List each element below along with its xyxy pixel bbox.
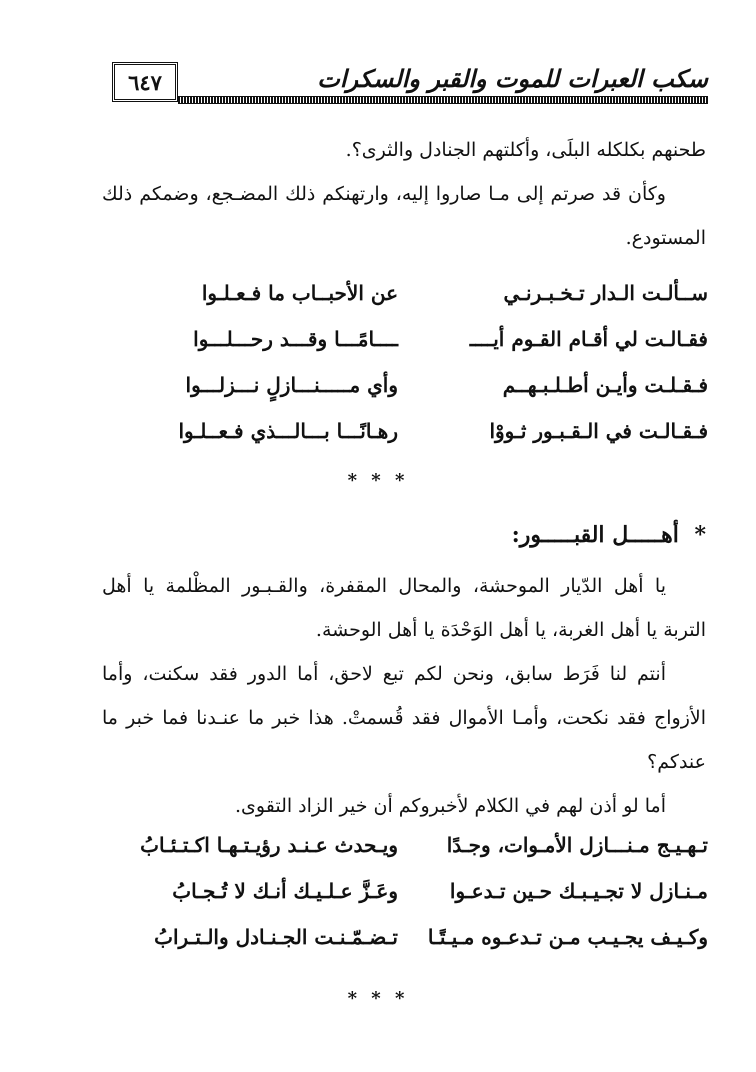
- verse-second-hemistich: وعَـزَّ عـلـيـك أنـك لا تُـجـابُ: [172, 879, 398, 903]
- page-number-box: [112, 62, 178, 102]
- poem-1: [108, 270, 708, 454]
- verse-line: [108, 316, 708, 362]
- section-heading: [512, 522, 706, 548]
- verse-line: [108, 822, 708, 868]
- prose-block-2: [102, 564, 706, 828]
- verse-second-hemistich: رهـانًـــا بـــالـــذي فـعــلـوا: [178, 419, 398, 443]
- prose-block-1: [102, 128, 706, 260]
- verse-second-hemistich: عن الأحبــاب ما فـعـلـوا: [201, 281, 398, 305]
- paragraph: أما لو أذن لهم في الكلام لأخبروكم أن خير الزاد التقوى.: [235, 795, 666, 817]
- book-title: سكب العبرات للموت والقبر والسكرات: [317, 64, 708, 93]
- verse-line: [108, 868, 708, 914]
- verse-first-hemistich: فقـالـت لي أقـام القـوم أيــــ: [469, 327, 708, 351]
- verse-line: [108, 362, 708, 408]
- poem-2: [108, 822, 708, 960]
- verse-first-hemistich: وكـيـف يجـيـب مـن تـدعـوه مـيـتًـا: [427, 925, 708, 949]
- verse-second-hemistich: ــــامًـــا وقـــد رحـــلـــوا: [193, 327, 398, 351]
- section-separator: * * *: [347, 988, 409, 1009]
- paragraph: يا أهل الدّيار الموحشة، والمحال المقفرة، والقـبـور المظْلمة يا أهل التربة يا أهل الغربة، يا أهل الوَحْدَة يا أهل الوحشة.: [102, 575, 706, 641]
- paragraph: أنتم لنا فَرَط سابق، ونحن لكم تبع لاحق، أما الدور فقد سكنت، وأما الأزواج فقد نكحت، وأمـا الأموال فقد قُسمتْ. هذا خبر ما عنـدنا فما خبر ما عندكم؟: [102, 663, 706, 773]
- verse-second-hemistich: ويـحدث عـنـد رؤيـتـهـا اكـتـئـابُ: [140, 833, 398, 857]
- verse-first-hemistich: تـهـيـج مـنـــازل الأمـوات، وجـدًا: [446, 833, 708, 857]
- verse-second-hemistich: تـضـمّـنـت الجـنـادل والـتـرابُ: [154, 925, 398, 949]
- section-heading-text: أهـــــل القبـــــور:: [511, 522, 679, 548]
- verse-line: [108, 914, 708, 960]
- page-header: [112, 62, 708, 108]
- section-separator: * * *: [347, 470, 409, 491]
- page-number: ٦٤٧: [128, 69, 162, 95]
- verse-first-hemistich: فـقـلـت وأيـن أطـلـبـهــم: [502, 373, 708, 397]
- verse-second-hemistich: وأي مـــــنـــازلٍ نـــزلـــوا: [185, 373, 398, 397]
- verse-first-hemistich: ســألـت الـدار تـخـبـرنـي: [503, 281, 708, 305]
- verse-first-hemistich: مـنـازل لا تجـيـبـك حـين تـدعـوا: [449, 879, 708, 903]
- heading-star-marker: *: [694, 522, 706, 548]
- verse-first-hemistich: فـقـالـت في الـقـبـور ثـووْا: [489, 419, 708, 443]
- verse-line: [108, 270, 708, 316]
- paragraph: وكأن قد صرتم إلى مـا صاروا إليه، وارتهنكم ذلك المضـجع، وضمكم ذلك المستودع.: [102, 183, 706, 249]
- paragraph: طحنهم بكلكله البلَى، وأكلتهم الجنادل والثرى؟.: [345, 139, 706, 161]
- header-rule: [178, 96, 708, 104]
- verse-line: [108, 408, 708, 454]
